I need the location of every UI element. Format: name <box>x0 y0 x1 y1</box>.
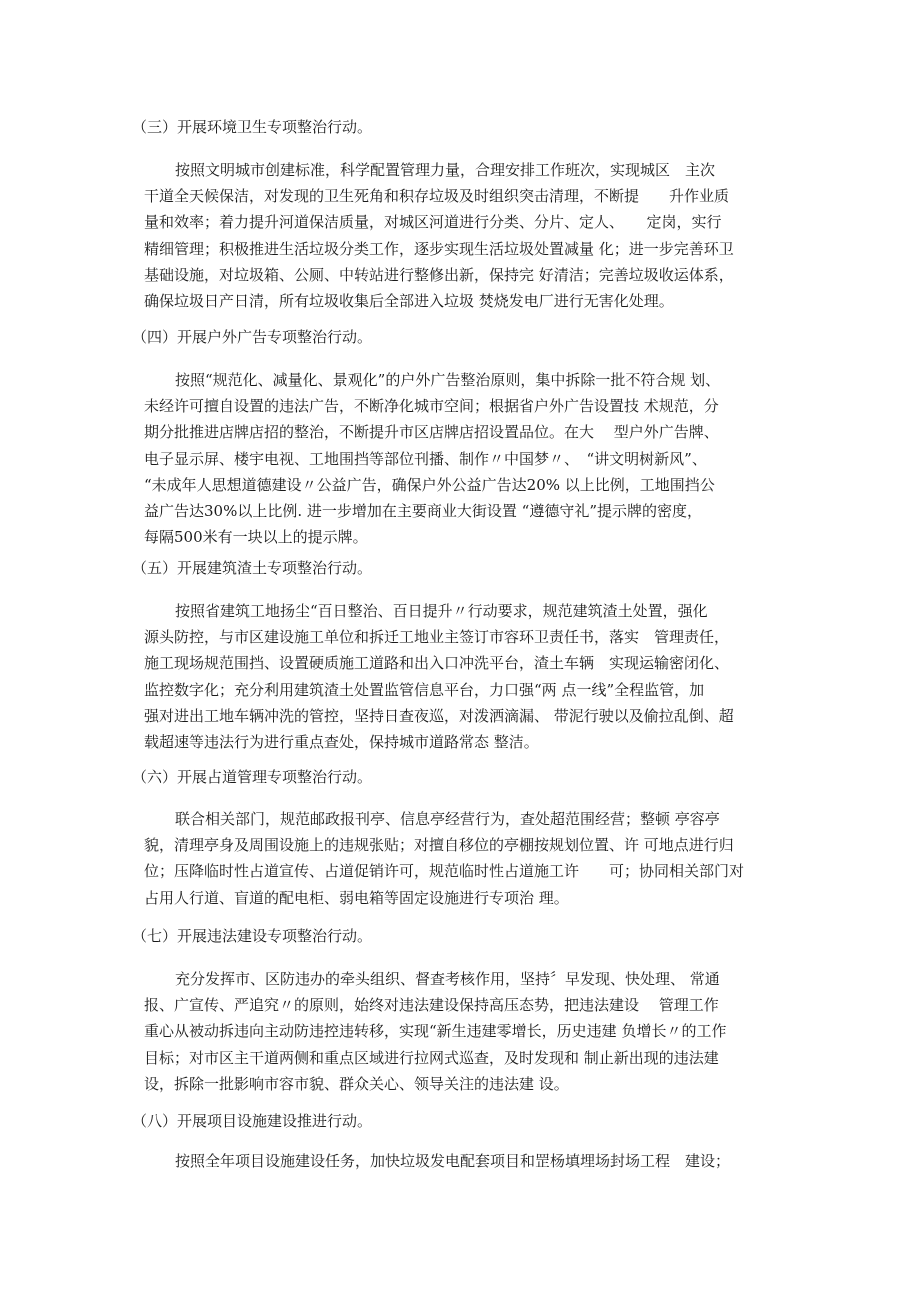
text-line: 联合相关部门，规范邮政报刊亭、信息亭经营行为，查处超范围经营；整顿 亭容亭 <box>175 810 720 828</box>
text-line: 基础设施，对垃圾箱、公厕、中转站进行整修出新，保持完 好清洁；完善垃圾收运体系， <box>144 265 734 284</box>
text-line: 源头防控，与市区建设施工单位和拆迁工地业主签订市容环卫责任书，落实 管理责任， <box>144 628 730 647</box>
text-line: 位；压降临时性占道宣传、占道促销许可，规范临时性占道施工许 可；协同相关部门对 <box>144 862 745 881</box>
text-line: 期分批推进店牌店招的整治，不断提升市区店牌店招设置品位。在大 型户外广告牌、 <box>144 423 719 442</box>
text-line: “未成年人思想道德建设〃公益广告，确保户外公益广告达20% 以上比例，工地围挡公 <box>144 475 715 494</box>
section-heading-6: （六）开展占道管理专项整治行动。 <box>132 768 373 786</box>
text-line: 强对进出工地车辆冲洗的管控，坚持日查夜巡，对泼洒滴漏、 带泥行驶以及偷拉乱倒、超 <box>144 706 734 725</box>
section-heading-8: （八）开展项目设施建设推进行动。 <box>132 1112 373 1130</box>
section-body-4 <box>144 367 804 550</box>
text-line: 载超速等违法行为进行重点查处，保持城市道路常态 整洁。 <box>144 733 539 752</box>
text-line: 设，拆除一批影响市容市貌、群众关心、领导关注的违法建 设。 <box>144 1074 569 1093</box>
text-line: 按照“规范化、减量化、景观化”的户外广告整治原则，集中拆除一批不符合规 划、 <box>175 371 721 389</box>
text-line: 干道全天候保洁，对发现的卫生死角和积存垃圾及时组织突击清理，不断提 升作业质 <box>144 187 730 206</box>
text-line: 报、广宣传、严追究〃的原则，始终对违法建设保持高压态势，把违法建设 管理工作 <box>144 996 719 1015</box>
text-line: 目标；对市区主干道两侧和重点区域进行拉网式巡查，及时发现和 制止新出现的违法建 <box>144 1048 719 1067</box>
text-line: 占用人行道、盲道的配电柜、弱电箱等固定设施进行专项治 理。 <box>144 888 569 907</box>
text-line: 施工现场规范围挡、设置硬质施工道路和出入口冲洗平台，渣土车辆 实现运输密闭化、 <box>144 654 730 673</box>
text-line: 充分发挥市、区防违办的牵头组织、督查考核作用，坚持〞早发现、快处理、 常通 <box>175 970 720 988</box>
section-body-5 <box>144 598 804 755</box>
text-line: 益广告达30%以上比例. 进一步增加在主要商业大街设置 “遵德守礼”提示牌的密度， <box>144 502 702 521</box>
text-line: 按照全年项目设施建设任务，加快垃圾发电配套项目和罡杨填埋场封场工程 建设； <box>175 1152 731 1170</box>
section-heading-7: （七）开展违法建设专项整治行动。 <box>132 927 373 945</box>
text-line: 每隔500米有一块以上的提示牌。 <box>144 528 368 547</box>
text-line: 监控数字化；充分利用建筑渣土处置监管信息平台，力口强“两 点一线”全程监管，加 <box>144 680 705 699</box>
text-line: 重心从被动拆违向主动防违控违转移，实现“新生违建零增长，历史违建 负增长〃的工作 <box>144 1022 727 1041</box>
section-heading-4: （四）开展户外广告专项整治行动。 <box>132 328 373 346</box>
section-body-8 <box>144 1148 804 1174</box>
text-line: 按照省建筑工地扬尘“百日整治、百日提升〃行动要求，规范建筑渣土处置，强化 <box>175 602 708 620</box>
text-line: 电子显示屏、楼宇电视、工地围挡等部位刊播、制作〃中国梦〃、 “讲文明树新风”、 <box>144 449 707 468</box>
section-heading-3: （三）开展环境卫生专项整治行动。 <box>132 118 373 136</box>
section-heading-5: （五）开展建筑渣土专项整治行动。 <box>132 559 373 577</box>
text-line: 精细管理；积极推进生活垃圾分类工作，逐步实现生活垃圾处置减量 化；进一步完善环卫 <box>144 239 734 258</box>
section-body-7 <box>144 966 804 1097</box>
text-line: 量和效率；着力提升河道保洁质量，对城区河道进行分类、分片、定人、 定岗，实行 <box>144 213 722 232</box>
section-body-6 <box>144 806 804 911</box>
text-line: 按照文明城市创建标准，科学配置管理力量，合理安排工作班次，实现城区 主次 <box>175 161 716 179</box>
text-line: 确保垃圾日产日清，所有垃圾收集后全部进入垃圾 焚烧发电厂进行无害化处理。 <box>144 292 674 311</box>
section-body-3 <box>144 157 804 314</box>
text-line: 貌，清理亭身及周围设施上的违规张贴；对擅自移位的亭棚按规划位置、许 可地点进行归 <box>144 836 734 855</box>
text-line: 未经许可擅自设置的违法广告，不断净化城市空间；根据省户外广告设置技 术规范，分 <box>144 397 719 416</box>
